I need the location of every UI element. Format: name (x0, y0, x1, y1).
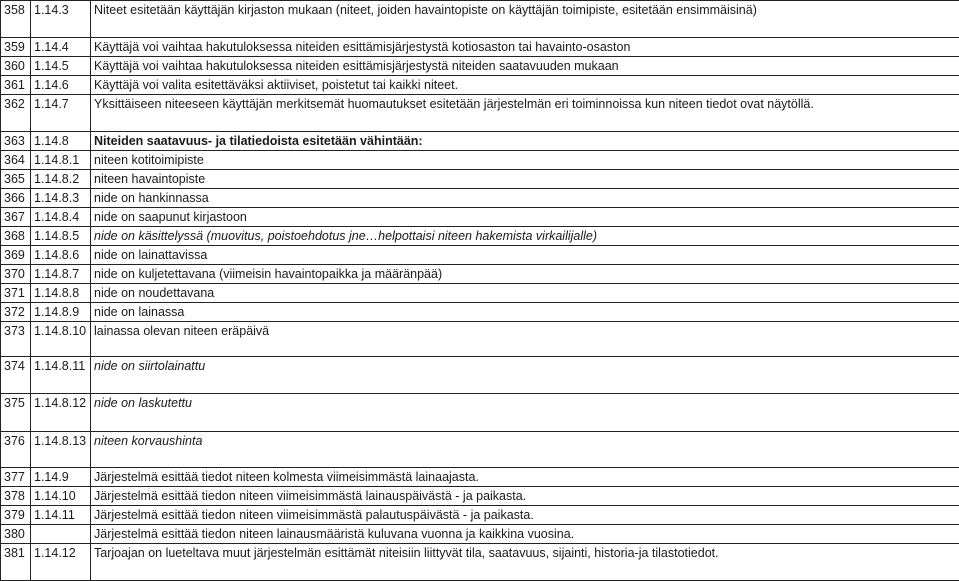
requirement-text: nide on laskutettu (91, 394, 959, 432)
table-row (1, 487, 959, 506)
requirement-code: 1.14.8.12 (31, 394, 91, 432)
row-number: 369 (1, 246, 31, 265)
requirement-text: Järjestelmä esittää tiedon niteen lainausmääristä kuluvana vuonna ja kaikkina vuosina. (91, 525, 959, 544)
row-number: 375 (1, 394, 31, 432)
requirement-code: 1.14.8.13 (31, 432, 91, 468)
requirement-code: 1.14.8.8 (31, 284, 91, 303)
table-row (1, 95, 959, 132)
requirement-text: Järjestelmä esittää tiedon niteen viimeisimmästä lainauspäivästä - ja paikasta. (91, 487, 959, 506)
row-number: 367 (1, 208, 31, 227)
row-number: 358 (1, 1, 31, 38)
requirement-text: nide on noudettavana (91, 284, 959, 303)
requirement-code: 1.14.3 (31, 1, 91, 38)
row-number: 362 (1, 95, 31, 132)
row-number: 370 (1, 265, 31, 284)
table-row (1, 506, 959, 525)
table-row (1, 357, 959, 394)
requirement-text: nide on lainassa (91, 303, 959, 322)
requirement-code: 1.14.8.2 (31, 170, 91, 189)
requirement-code: 1.14.12 (31, 544, 91, 581)
row-number: 371 (1, 284, 31, 303)
table-row (1, 227, 959, 246)
table-row (1, 38, 959, 57)
requirement-text: Niteet esitetään käyttäjän kirjaston mukaan (niteet, joiden havaintopiste on käyttäjän toimipiste, esitetään ensimmäisinä) (91, 1, 959, 38)
requirement-text: nide on siirtolainattu (91, 357, 959, 394)
requirements-table-body (1, 1, 959, 581)
row-number: 372 (1, 303, 31, 322)
row-number: 373 (1, 322, 31, 357)
row-number: 381 (1, 544, 31, 581)
requirement-code: 1.14.8.11 (31, 357, 91, 394)
row-number: 379 (1, 506, 31, 525)
requirement-code: 1.14.11 (31, 506, 91, 525)
requirement-text: nide on hankinnassa (91, 189, 959, 208)
table-row (1, 246, 959, 265)
table-row (1, 394, 959, 432)
table-row (1, 57, 959, 76)
table-row (1, 303, 959, 322)
table-row (1, 76, 959, 95)
requirement-text: Yksittäiseen niteeseen käyttäjän merkitsemät huomautukset esitetään järjestelmän eri toiminnoissa kun niteen tiedot ovat näytöllä. (91, 95, 959, 132)
table-row (1, 432, 959, 468)
requirement-text: nide on saapunut kirjastoon (91, 208, 959, 227)
requirement-text: Järjestelmä esittää tiedon niteen viimeisimmästä palautuspäivästä - ja paikasta. (91, 506, 959, 525)
table-row (1, 132, 959, 151)
requirement-text: niteen havaintopiste (91, 170, 959, 189)
table-row (1, 208, 959, 227)
requirement-code: 1.14.8.6 (31, 246, 91, 265)
row-number: 365 (1, 170, 31, 189)
requirement-code: 1.14.8.4 (31, 208, 91, 227)
requirement-text: Käyttäjä voi vaihtaa hakutuloksessa niteiden esittämisjärjestystä kotiosaston tai havainto-osaston (91, 38, 959, 57)
row-number: 376 (1, 432, 31, 468)
table-row (1, 170, 959, 189)
requirement-text: lainassa olevan niteen eräpäivä (91, 322, 959, 357)
requirement-code: 1.14.8.5 (31, 227, 91, 246)
table-row (1, 525, 959, 544)
table-row (1, 322, 959, 357)
requirement-code: 1.14.9 (31, 468, 91, 487)
row-number: 368 (1, 227, 31, 246)
table-row (1, 1, 959, 38)
requirement-text: Käyttäjä voi valita esitettäväksi aktiiviset, poistetut tai kaikki niteet. (91, 76, 959, 95)
row-number: 363 (1, 132, 31, 151)
table-row (1, 468, 959, 487)
table-row (1, 189, 959, 208)
requirement-code: 1.14.10 (31, 487, 91, 506)
requirement-code: 1.14.8.9 (31, 303, 91, 322)
requirement-text: niteen korvaushinta (91, 432, 959, 468)
requirement-text: Niteiden saatavuus- ja tilatiedoista esitetään vähintään: (91, 132, 959, 151)
row-number: 378 (1, 487, 31, 506)
requirement-code: 1.14.7 (31, 95, 91, 132)
table-row (1, 265, 959, 284)
requirement-text: Tarjoajan on lueteltava muut järjestelmän esittämät niteisiin liittyvät tila, saatavuus, sijainti, historia-ja tilastotiedot. (91, 544, 959, 581)
requirement-code: 1.14.4 (31, 38, 91, 57)
row-number: 374 (1, 357, 31, 394)
table-row (1, 151, 959, 170)
row-number: 360 (1, 57, 31, 76)
row-number: 359 (1, 38, 31, 57)
requirement-code: 1.14.8.10 (31, 322, 91, 357)
requirement-code: 1.14.8.3 (31, 189, 91, 208)
row-number: 361 (1, 76, 31, 95)
requirement-code: 1.14.8 (31, 132, 91, 151)
row-number: 366 (1, 189, 31, 208)
row-number: 380 (1, 525, 31, 544)
requirement-text: nide on käsittelyssä (muovitus, poistoehdotus jne…helpottaisi niteen hakemista virkailijalle) (91, 227, 959, 246)
requirement-text: nide on kuljetettavana (viimeisin havaintopaikka ja määränpää) (91, 265, 959, 284)
requirement-text: Järjestelmä esittää tiedot niteen kolmesta viimeisimmästä lainaajasta. (91, 468, 959, 487)
requirement-code (31, 525, 91, 544)
requirement-code: 1.14.5 (31, 57, 91, 76)
requirement-code: 1.14.8.1 (31, 151, 91, 170)
row-number: 364 (1, 151, 31, 170)
table-row (1, 284, 959, 303)
requirement-code: 1.14.8.7 (31, 265, 91, 284)
requirement-text: Käyttäjä voi vaihtaa hakutuloksessa niteiden esittämisjärjestystä niteiden saatavuuden mukaan (91, 57, 959, 76)
row-number: 377 (1, 468, 31, 487)
requirement-code: 1.14.6 (31, 76, 91, 95)
requirement-text: niteen kotitoimipiste (91, 151, 959, 170)
requirement-text: nide on lainattavissa (91, 246, 959, 265)
